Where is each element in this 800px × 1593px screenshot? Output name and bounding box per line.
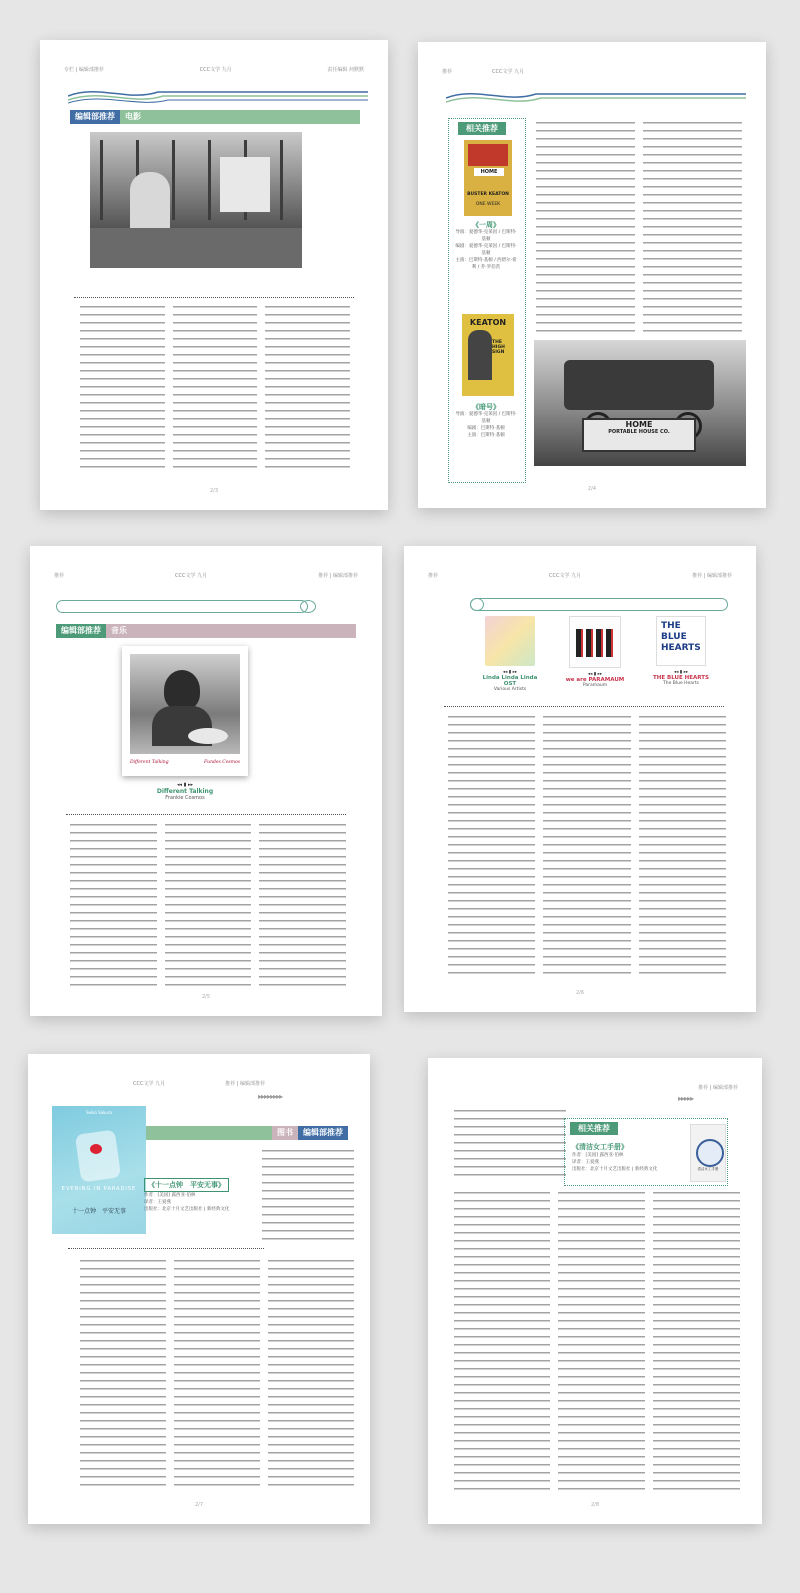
crate-line-2: PORTABLE HOUSE CO.	[608, 429, 670, 435]
poster2-name: KEATON	[469, 318, 507, 327]
header-left: 专栏 | 编辑部推荐	[64, 67, 104, 73]
header-center: CCC文学 九月	[492, 69, 525, 75]
page-header	[452, 1084, 738, 1091]
cover3-line1: THE	[661, 621, 681, 631]
page-number: 2/6	[575, 990, 585, 996]
page-film-left	[40, 40, 388, 510]
arrow-decoration: ▸▸▸▸▸	[678, 1094, 694, 1103]
crate-line-1: HOME	[625, 420, 653, 429]
page-book-right	[428, 1058, 762, 1524]
divider	[66, 814, 346, 815]
book-cover-author: Seiko Sakura	[86, 1110, 112, 1115]
film1-credit-1: 导演：爱德华·克莱因 / 巴斯特·基顿	[455, 230, 517, 242]
poster1-home-text: HOME	[474, 168, 504, 176]
page-header	[54, 572, 358, 579]
divider	[444, 706, 724, 707]
article-body-right	[262, 1150, 354, 1240]
album-linda[interactable]	[480, 616, 540, 692]
book-meta-author: 作者：[美国] 露西亚·伯林	[144, 1193, 196, 1198]
page-header	[428, 572, 732, 579]
album-blue-hearts-artist: The Blue Hearts	[662, 681, 700, 686]
pill-decoration	[470, 598, 728, 611]
pill-decoration-small	[470, 598, 484, 611]
banner-key: 编辑部推荐	[298, 1126, 348, 1140]
banner-key: 编辑部推荐	[70, 110, 120, 124]
header-left: 推荐	[428, 573, 439, 579]
related-book-title: 《清洁女工手册》	[572, 1143, 628, 1151]
cover3-line2: BLUE	[661, 632, 687, 642]
polaroid-handwriting-right: Fundes Cosmos	[204, 760, 240, 765]
page-header	[64, 66, 364, 73]
song-title: Different Talking	[156, 788, 214, 795]
related-cover-cn: 清洁女工手册	[697, 1167, 719, 1171]
poster1-sub: ONE WEEK	[475, 202, 501, 207]
header-center: CCC文学 九月	[133, 1081, 166, 1087]
related-book-publisher: 出版社：北京十月文艺出版社 | 新经典文化	[572, 1167, 658, 1172]
book-cover	[52, 1106, 146, 1234]
house-still-photo	[534, 340, 746, 466]
banner-key: 编辑部推荐	[56, 624, 106, 638]
section-banner	[70, 110, 360, 124]
player-controls[interactable]: ◂◂ ▮ ▸▸	[177, 782, 193, 788]
film2-title: 《暗号》	[472, 403, 500, 411]
film2-info	[454, 404, 518, 439]
page-number: 2/3	[209, 488, 219, 494]
divider	[68, 1248, 264, 1249]
film1-info	[454, 222, 518, 271]
crate-sign	[582, 418, 696, 452]
poster1-name: BUSTER KEATON	[467, 192, 509, 197]
article-body	[70, 824, 346, 986]
album-linda-artist: Various Artists	[493, 687, 527, 692]
album-paramaum-cover	[569, 616, 621, 668]
divider	[74, 297, 354, 298]
poster-high-sign	[462, 314, 514, 396]
album-paramaum-artist: Paramaum	[582, 683, 608, 688]
banner-section: 电影	[120, 110, 146, 124]
header-left: 推荐	[54, 573, 65, 579]
film1-credit-3: 主演：巴斯特·基顿 / 西碧尔·希利 / 乔·罗伯茨	[455, 258, 517, 270]
banner-section: 音乐	[106, 624, 132, 638]
article-body	[80, 1260, 354, 1486]
header-right: 推荐 | 编辑部推荐	[318, 573, 358, 579]
page-number: 2/7	[194, 1502, 204, 1508]
artist-name: Frankie Cosmos	[165, 795, 205, 801]
page-header	[52, 1080, 346, 1087]
header-right: 责任编辑 何默默	[327, 67, 364, 73]
banner-section: 图书	[272, 1126, 298, 1140]
cover3-line3: HEARTS	[661, 643, 701, 653]
album-paramaum-title: we are PARAMAUM	[565, 677, 625, 683]
section-banner	[56, 624, 356, 638]
book-title: 《十一点钟 平安无事》	[144, 1178, 229, 1192]
page-number: 2/8	[590, 1502, 600, 1508]
page-number: 2/4	[587, 486, 597, 492]
wave-decoration	[446, 82, 746, 106]
wave-decoration	[68, 80, 368, 104]
player-info	[130, 782, 240, 801]
page-film-right	[418, 42, 766, 508]
related-book-translator: 译者：王爱燕	[572, 1160, 599, 1165]
header-right: 推荐 | 编辑部推荐	[692, 573, 732, 579]
page-music-left	[30, 546, 382, 1016]
header-center: CCC文学 九月	[175, 573, 208, 579]
album-linda-cover	[485, 616, 535, 666]
page-number: 2/5	[201, 994, 211, 1000]
poster2-title: THE HIGH SIGN	[492, 340, 505, 355]
header-left: 推荐 | 编辑部推荐	[698, 1085, 738, 1091]
book-info-box	[144, 1172, 254, 1213]
page-header	[442, 68, 742, 75]
related-book-info	[572, 1142, 692, 1173]
article-body	[448, 716, 726, 978]
related-title: 相关推荐	[570, 1122, 618, 1135]
film2-credit-3: 主演：巴斯特·基顿	[467, 433, 505, 438]
book-meta-translator: 译者：王爱燕	[144, 1200, 171, 1205]
pill-decoration-small	[300, 600, 316, 613]
album-linda-controls[interactable]: ◂◂ ▮ ▸▸	[502, 670, 518, 675]
film2-credit-1: 导演：爱德华·克莱因 / 巴斯特·基顿	[455, 412, 517, 424]
page-music-right	[404, 546, 756, 1012]
article-body	[536, 122, 742, 332]
polaroid-handwriting-left: Different Talking	[130, 760, 169, 765]
article-body	[80, 306, 350, 474]
album-blue-hearts-title: THE BLUE HEARTS	[653, 675, 709, 681]
book-cover-cn: 十一点钟 平安无事	[71, 1208, 126, 1215]
album-blue-hearts[interactable]	[648, 616, 714, 686]
related-title: 相关推荐	[458, 122, 506, 135]
pill-decoration	[56, 600, 308, 613]
article-body	[454, 1192, 740, 1492]
book-meta-publisher: 出版社：北京十月文艺出版社 | 新经典文化	[144, 1207, 230, 1212]
film1-title: 《一周》	[472, 221, 500, 229]
poster-one-week	[464, 140, 512, 216]
page-book-left	[28, 1054, 370, 1524]
related-book-cover	[690, 1124, 726, 1182]
album-blue-hearts-controls[interactable]: ◂◂ ▮ ▸▸	[673, 670, 689, 675]
album-linda-title: Linda Linda Linda OST	[482, 675, 538, 687]
article-body-top	[454, 1110, 566, 1182]
header-right: 推荐 | 编辑部推荐	[225, 1081, 265, 1087]
arrow-decoration: ▸▸▸▸▸▸▸▸	[258, 1092, 283, 1101]
book-cover-title: EVENING IN PARADISE	[61, 1186, 137, 1192]
header-center: CCC文学 九月	[549, 573, 582, 579]
film-still-photo	[90, 132, 302, 268]
film1-credit-2: 编剧：爱德华·克莱因 / 巴斯特·基顿	[455, 244, 517, 256]
album-paramaum[interactable]	[562, 616, 628, 688]
polaroid	[122, 646, 248, 776]
section-banner	[138, 1126, 348, 1140]
film2-credit-2: 编剧：巴斯特·基顿	[467, 426, 505, 431]
album-blue-hearts-cover	[656, 616, 706, 666]
album-paramaum-controls[interactable]: ◂◂ ▮ ▸▸	[587, 672, 603, 677]
header-center: CCC文学 九月	[199, 67, 232, 73]
header-left: 推荐	[442, 69, 453, 75]
related-book-author: 作者：[美国] 露西亚·伯林	[572, 1153, 624, 1158]
polaroid-photo	[130, 654, 240, 754]
